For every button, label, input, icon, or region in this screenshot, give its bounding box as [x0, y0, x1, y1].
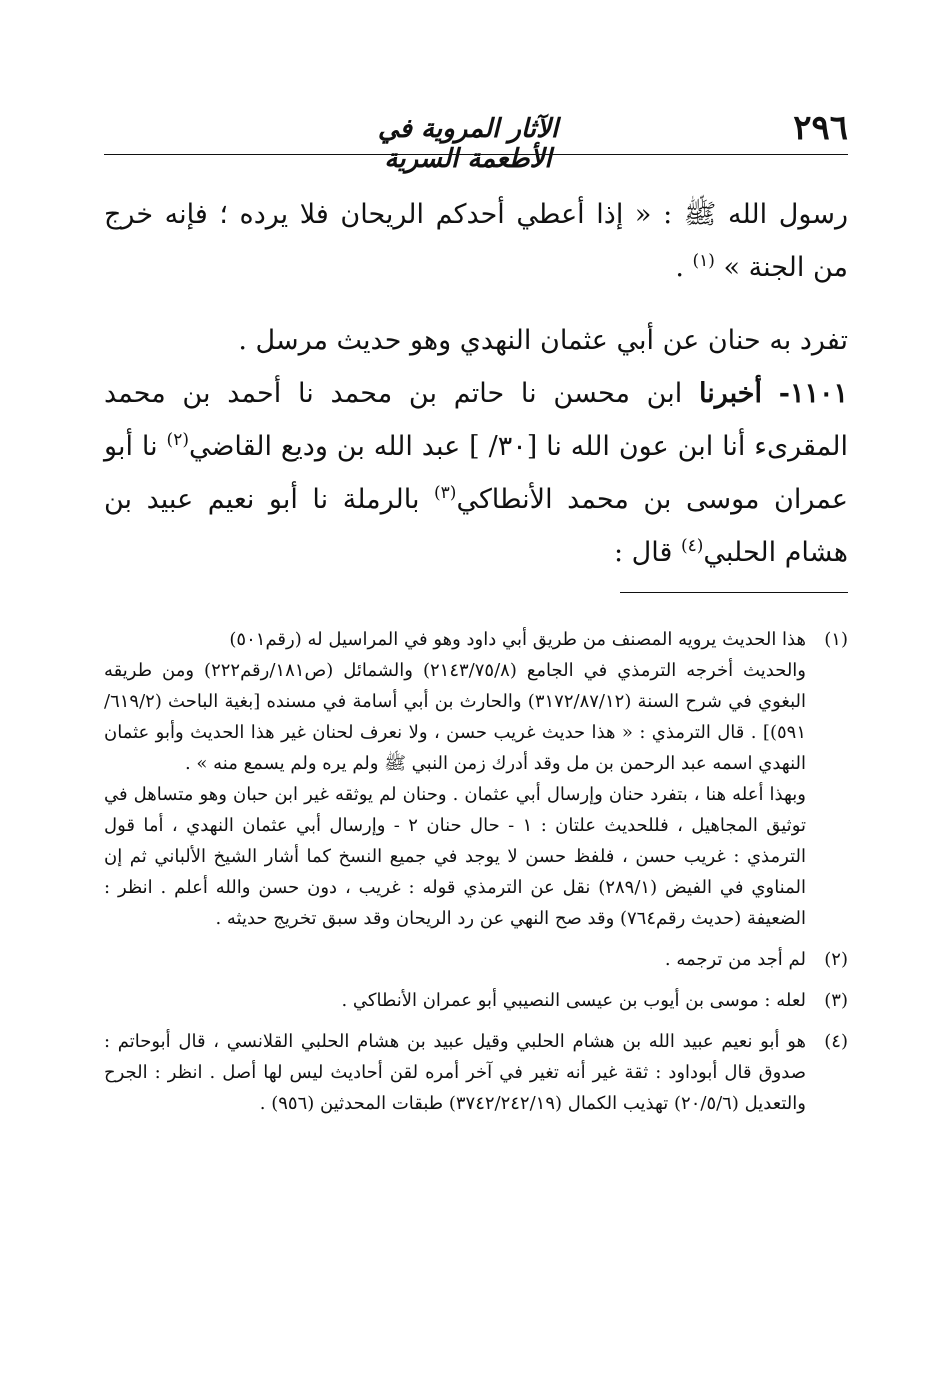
- paragraph-comment: تفرد به حنان عن أبي عثمان النهدي وهو حديث مرسل .: [238, 325, 848, 356]
- footnote-4: [104, 1026, 848, 1119]
- header-rule: [104, 154, 848, 155]
- akhbarana-word: أخبرنا: [699, 378, 762, 409]
- footnote-separator: [620, 592, 848, 593]
- isnad-part-4: قال :: [613, 537, 673, 568]
- footnote-marker: (٢): [824, 949, 848, 970]
- footnote-line: هذا الحديث يرويه المصنف من طريق أبي داود وهو في المراسيل له (رقم٥٠١): [229, 629, 806, 650]
- footnote-marker: (٤): [824, 1031, 848, 1052]
- footnote-marker: (٣): [824, 990, 848, 1011]
- running-title: الآثار المروية في الأطعمة السرية: [377, 114, 559, 174]
- page-number: ٢٩٦: [793, 108, 848, 148]
- footnotes: [104, 624, 848, 1129]
- page-header: [104, 108, 848, 174]
- footnote-marker: (١): [824, 629, 848, 650]
- footnote-line: وبهذا أعله هنا ، بتفرد حنان وإرسال أبي عثمان . وحنان لم يوثقه غير ابن حبان وهو متساهل في توثيق المجاهيل ، فللحديث علتان : ١ - حال حنان ٢ - وإرسال أبي عثمان النهدي ، أما قول الترمذي : غريب حسن ، فلفظ حسن لا يوجد في جميع النسخ كما أشار الشيخ الألباني ثم إن المناوي في الفيض (٢٨٩/١) نقل عن الترمذي قوله : غريب ، دون حسن والله أعلم . انظر : الضعيفة (حديث رقم٧٦٤) وقد صح النهي عن رد الريحان وقد سبق تخريج حديثه .: [104, 784, 807, 929]
- footnote-line: لعله : موسى بن أيوب بن عيسى النصيبي أبو عمران الأنطاكي .: [341, 990, 806, 1011]
- footnote-line: لم أجد من ترجمه .: [664, 949, 806, 970]
- saying-end: .: [675, 252, 693, 283]
- isnad-part-2: نا أبو عمران موسى بن محمد الأنطاكي: [104, 431, 848, 515]
- footnote-ref-4: (٤): [680, 536, 704, 556]
- isnad-part-1: ابن محسن نا حاتم بن محمد نا أحمد بن محمد المقرىء أنا ابن عون الله نا [٣٠/ ] عبد الله بن وديع القاضي: [104, 378, 848, 462]
- footnote-ref-3: (٣): [434, 483, 457, 503]
- hadith-number: ١١٠١-: [778, 378, 848, 409]
- main-text: [104, 188, 848, 579]
- saying-text: رسول الله ﷺ : « إذا أعطي أحدكم الريحان فلا يرده ؛ فإنه خرج من الجنة »: [104, 199, 848, 283]
- footnote-line: والحديث أخرجه الترمذي في الجامع (٢١٤٣/٧٥/٨) والشمائل (ص١٨١/رقم٢٢٢) ومن طريقه البغوي في شرح السنة (٣١٧٢/٨٧/١٢) والحارث بن أبي أسامة في مسنده [بغية الباحث (٦١٩/٢/ ٥٩١)] . قال الترمذي : « هذا حديث غريب حسن ، ولا نعرف لحنان غير هذا الحديث وأبو عثمان النهدي اسمه عبد الرحمن بن مل وقد أدرك زمن النبي ﷺ ولم يره ولم يسمع منه » .: [104, 660, 806, 774]
- isnad-part-3: بالرملة نا أبو نعيم عبيد بن هشام الحلبي: [104, 484, 848, 568]
- footnote-line: هو أبو نعيم عبيد الله بن هشام الحلبي وقيل عبيد بن هشام الحلبي القلانسي ، قال أبوحاتم : صدوق قال أبوداود : ثقة غير أنه تغير في آخر أمره لقن أحاديث ليس لها أصل . انظر : الجرح والتعديل (٢٠/٥/٦) تهذيب الكمال (٣٧٤٢/٢٤٢/١٩) طبقات المحدثين (٩٥٦) .: [104, 1031, 806, 1114]
- footnote-ref-2: (٢): [166, 430, 189, 450]
- footnote-ref-1: (١): [692, 251, 715, 271]
- paragraph-prophet-saying: [104, 188, 848, 294]
- footnote-2: [104, 944, 848, 975]
- paragraph-hadith-1101: [104, 367, 848, 579]
- footnote-1: [104, 624, 848, 934]
- footnote-3: [104, 985, 848, 1016]
